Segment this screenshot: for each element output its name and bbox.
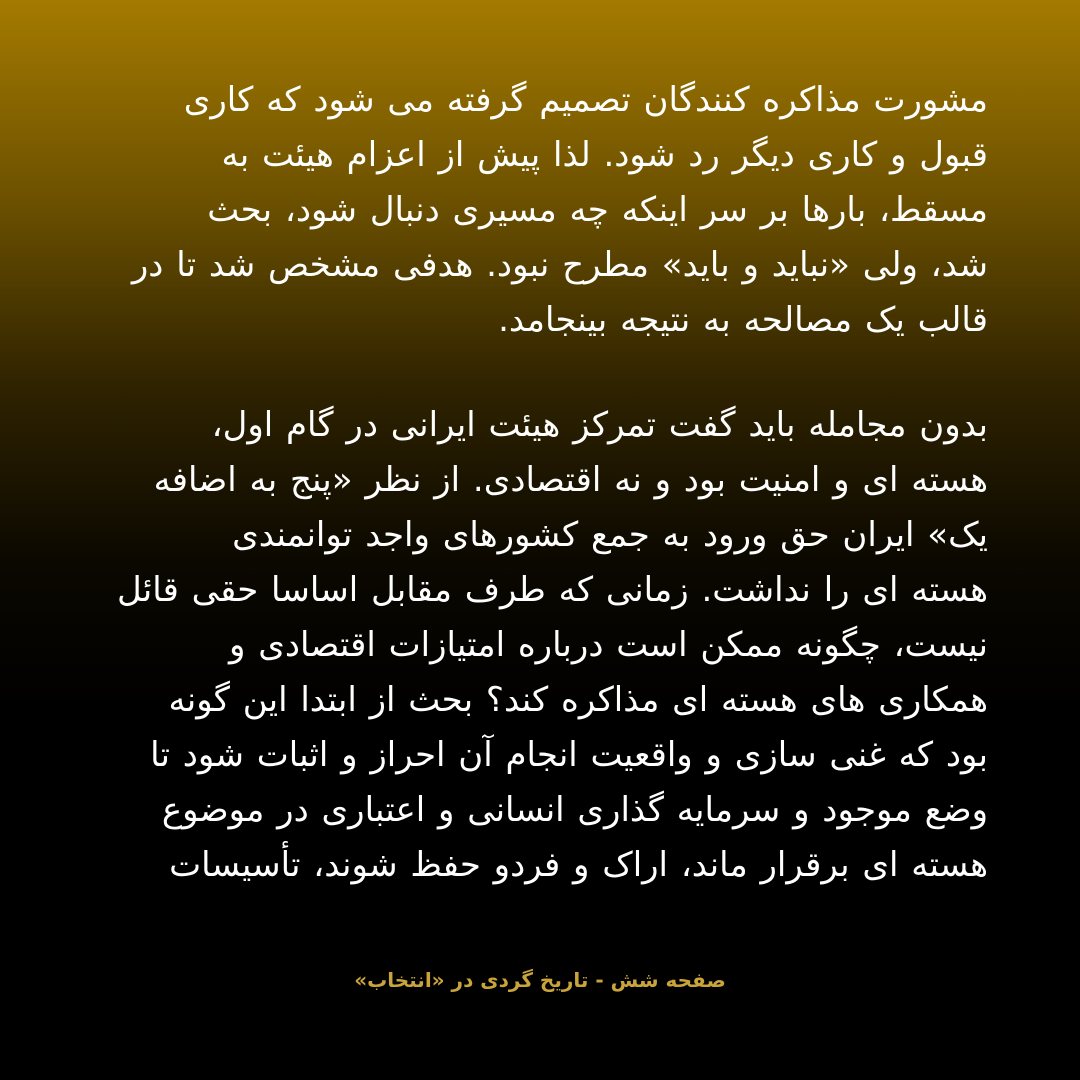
paragraph-1-line: قالب یک مصالحه به نتیجه بینجامد. [498, 300, 988, 340]
paragraph-2-line: وضع موجود و سرمایه گذاری انسانی و اعتباری در موضوع [161, 790, 988, 830]
paragraph-2-line: بود که غنی سازی و واقعیت انجام آن احراز و اثبات شود تا [150, 735, 988, 775]
paragraph-1-line: مشورت مذاکره کنندگان تصمیم گرفته می شود که کاری [183, 80, 988, 120]
paragraph-2-line: نیست، چگونه ممکن است درباره امتیازات اقتصادی و [229, 625, 988, 665]
paragraph-2-line: یک» ایران حق ورود به جمع کشورهای واجد توانمندی [232, 515, 988, 555]
paragraph-2-line: هسته ای را نداشت. زمانی که طرف مقابل اساسا حقی قائل [117, 570, 988, 610]
paragraph-2-line: بدون مجامله باید گفت تمرکز هیئت ایرانی در گام اول، [211, 405, 988, 445]
paragraph-1-line: شد، ولی «نباید و باید» مطرح نبود. هدفی مشخص شد تا در [131, 245, 988, 285]
paragraph-2-line: همکاری های هسته ای مذاکره کند؟ بحث از ابتدا این گونه [168, 680, 988, 720]
paragraph-1-line: قبول و کاری دیگر رد شود. لذا پیش از اعزام هیئت به [221, 135, 988, 175]
paragraph-2 [90, 398, 988, 893]
page-footer: صفحه شش - تاریخ گردی در «انتخاب» [354, 968, 726, 992]
paragraph-2-line: هسته ای و امنیت بود و نه اقتصادی. از نظر «پنج به اضافه [153, 460, 988, 500]
paragraph-1 [90, 73, 988, 348]
paragraph-2-line: هسته ای برقرار ماند، اراک و فردو حفظ شوند، تأسیسات [169, 845, 988, 885]
paragraph-1-line: مسقط، بارها بر سر اینکه چه مسیری دنبال شود، بحث [207, 190, 988, 230]
